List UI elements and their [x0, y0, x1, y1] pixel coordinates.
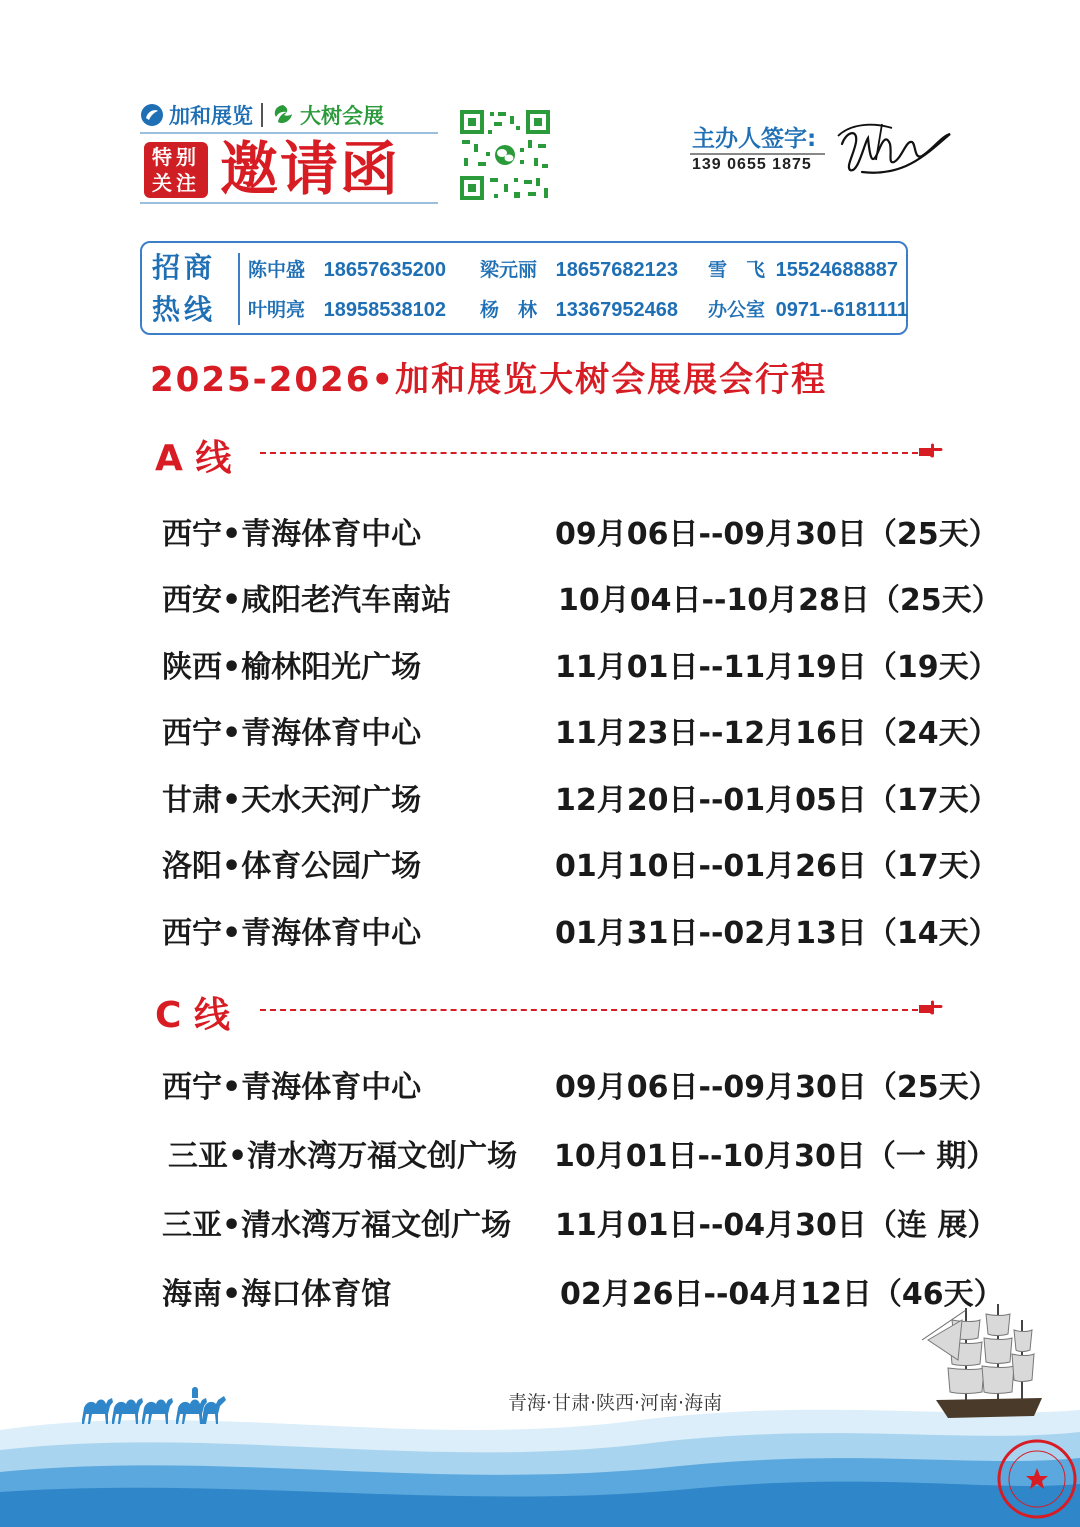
- contact-item: [708, 295, 908, 322]
- brand-row: [140, 100, 438, 130]
- dates: 11月23日--12月16日（24天）: [555, 716, 999, 751]
- contact-name: 叶明亮: [248, 299, 306, 321]
- stamp-line-2: 关注: [152, 171, 200, 195]
- brand-jiahe-label: 加和展览: [169, 104, 253, 128]
- round-seal: [996, 1438, 1078, 1520]
- schedule-row: [162, 1127, 997, 1177]
- brand-dashu: [271, 100, 384, 130]
- schedule-row: [162, 638, 999, 688]
- line-a-heading: [155, 430, 945, 480]
- schedule-row: [162, 505, 999, 555]
- contact-name: 办公室: [708, 299, 766, 321]
- contact-name: 杨 林: [480, 299, 538, 321]
- qr-code[interactable]: [458, 108, 552, 202]
- venue: 洛阳•体育公园广场: [162, 849, 422, 884]
- organizer-signature-label: 主办人签字:: [692, 126, 817, 152]
- dates: 01月10日--01月26日（17天）: [555, 849, 999, 884]
- schedule-row: [162, 704, 999, 754]
- dates: 11月01日--04月30日（连 展）: [555, 1208, 998, 1243]
- contact-name: 陈中盛: [248, 259, 306, 281]
- schedule-row: [162, 837, 999, 887]
- special-attention-stamp: [144, 142, 208, 198]
- dates: 01月31日--02月13日（14天）: [555, 916, 999, 951]
- camel-caravan: [78, 1380, 230, 1428]
- contact-item: [248, 295, 446, 322]
- venue: 西宁•青海体育中心: [162, 1070, 422, 1105]
- stamp-line-1: 特别: [152, 145, 200, 169]
- contact-phone[interactable]: 15524688887: [775, 259, 898, 281]
- tree-logo-icon: [271, 103, 295, 127]
- dashed-divider: [260, 1009, 918, 1011]
- venue: 海南•海口体育馆: [162, 1277, 392, 1312]
- venue: 三亚•清水湾万福文创广场: [162, 1208, 512, 1243]
- hotline-title-line-1: 招商: [152, 251, 217, 284]
- schedule-row: [162, 1058, 999, 1108]
- contact-phone[interactable]: 18958538102: [323, 299, 446, 321]
- line-label: A 线: [155, 438, 232, 479]
- contact-item: [248, 255, 446, 282]
- schedule-row: [162, 1196, 998, 1246]
- schedule-heading: 2025-2026•加和展览大树会展展会行程: [150, 360, 828, 400]
- venue: 陕西•榆林阳光广场: [162, 650, 422, 685]
- brand-dashu-label: 大树会展: [300, 104, 384, 128]
- contact-phone[interactable]: 0971--6181111: [775, 299, 909, 321]
- schedule-row: [162, 771, 999, 821]
- pointing-hand-icon: [917, 440, 943, 462]
- contact-item: [480, 255, 678, 282]
- contact-phone[interactable]: 18657682123: [555, 259, 678, 281]
- dates: 02月26日--04月12日（46天）: [560, 1277, 1004, 1312]
- venue: 西宁•青海体育中心: [162, 517, 422, 552]
- handwritten-signature: [832, 114, 954, 184]
- dashed-divider: [260, 452, 918, 454]
- title-block: [140, 132, 438, 204]
- contact-name: 梁元丽: [480, 259, 538, 281]
- sailing-ship: [918, 1300, 1048, 1428]
- hotline-title-line-2: 热线: [152, 293, 217, 326]
- venue: 甘肃•天水天河广场: [162, 783, 422, 818]
- signature-underline: [690, 153, 825, 155]
- hotline-divider: [238, 253, 240, 325]
- dates: 12月20日--01月05日（17天）: [555, 783, 999, 818]
- line-label: C 线: [155, 995, 230, 1036]
- organizer-phone: 139 0655 1875: [692, 156, 812, 173]
- contact-phone[interactable]: 13367952468: [555, 299, 678, 321]
- contact-name: 雪 飞: [708, 259, 766, 281]
- dates: 09月06日--09月30日（25天）: [555, 517, 999, 552]
- pointing-hand-icon: [917, 997, 943, 1019]
- venue: 西宁•青海体育中心: [162, 916, 422, 951]
- contact-phone[interactable]: 18657635200: [323, 259, 446, 281]
- dates: 10月01日--10月30日（一 期）: [554, 1139, 997, 1174]
- schedule-row: [162, 571, 1002, 621]
- dates: 09月06日--09月30日（25天）: [555, 1070, 999, 1105]
- line-c-heading: [155, 987, 945, 1037]
- brand-divider: [261, 103, 263, 127]
- venue: 西宁•青海体育中心: [162, 716, 422, 751]
- brand-jiahe: [140, 100, 253, 130]
- regions-caption: 青海·甘肃·陕西·河南·海南: [507, 1392, 723, 1414]
- investment-hotline-box: [140, 241, 908, 335]
- leaf-logo-icon: [140, 103, 164, 127]
- contact-item: [708, 255, 898, 282]
- dates: 10月04日--10月28日（25天）: [558, 583, 1002, 618]
- venue: 西安•咸阳老汽车南站: [162, 583, 452, 618]
- schedule-row: [162, 1265, 1004, 1315]
- venue: 三亚•清水湾万福文创广场: [168, 1139, 518, 1174]
- contact-item: [480, 295, 678, 322]
- schedule-row: [162, 904, 999, 954]
- dates: 11月01日--11月19日（19天）: [555, 650, 999, 685]
- hotline-title: [152, 247, 232, 331]
- page-title: 邀请函: [220, 135, 401, 203]
